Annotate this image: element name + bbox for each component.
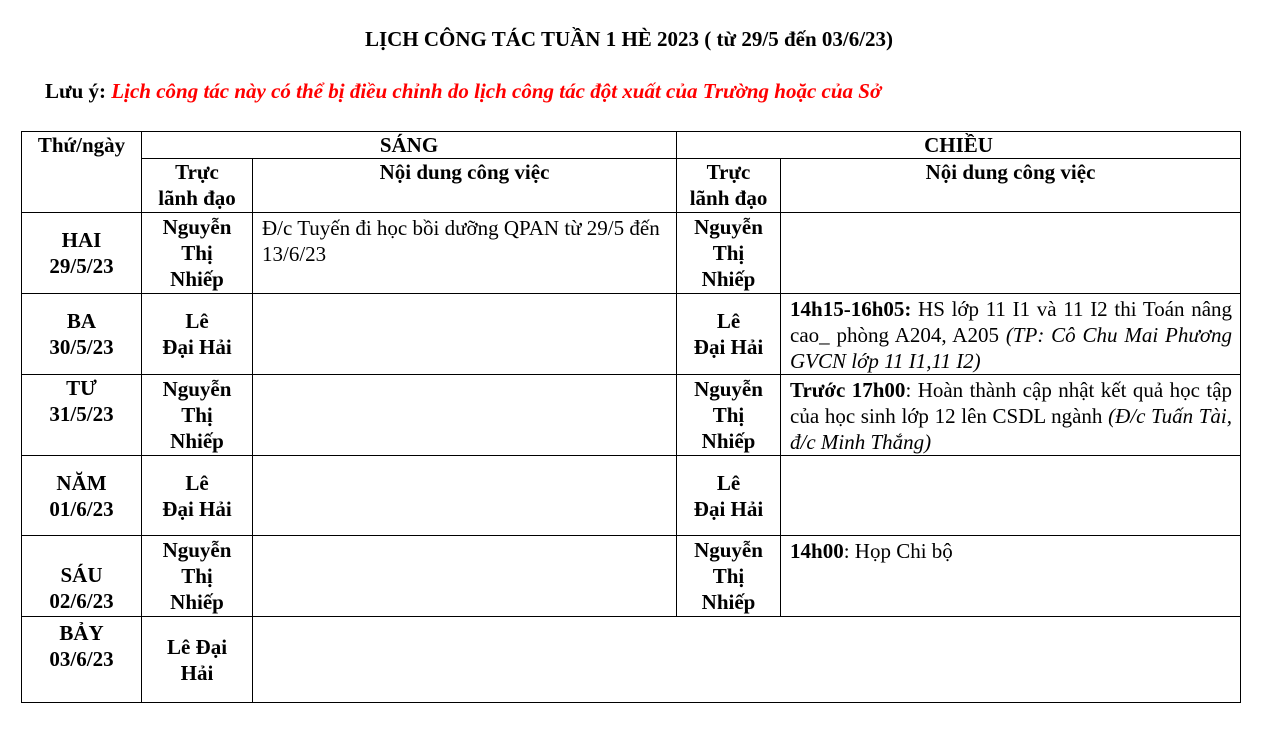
pm-leader-cell: Nguyễn Thị Nhiếp — [677, 536, 781, 617]
work-time-label: 14h15-16h05: — [790, 297, 912, 321]
header-row-columns — [22, 159, 1241, 213]
work-cell — [253, 617, 1241, 703]
page-title: LỊCH CÔNG TÁC TUẦN 1 HÈ 2023 ( từ 29/5 đến 03/6/23) — [364, 27, 894, 51]
work-time-label: Trước 17h00 — [790, 378, 906, 402]
day-cell: SÁU 02/6/23 — [22, 536, 142, 617]
pm-work-cell — [781, 536, 1241, 617]
header-afternoon: CHIỀU — [677, 132, 1241, 159]
pm-work-cell — [781, 294, 1241, 375]
am-leader-cell: Lê Đại Hải — [142, 456, 253, 536]
pm-leader-cell: Nguyễn Thị Nhiếp — [677, 375, 781, 456]
header-row-sessions — [22, 132, 1241, 159]
header-pm-content: Nội dung công việc — [781, 159, 1241, 213]
work-note: (TP: Cô Chu Mai Phương GVCN lớp 11 I1,11 I2) — [790, 323, 1233, 373]
am-work-cell — [253, 294, 677, 375]
table-row — [22, 213, 1241, 294]
work-text: : Hoàn thành cập nhật kết quả học tập của học sinh lớp 12 lên CSDL ngành — [790, 378, 1233, 428]
header-day: Thứ/ngày — [22, 132, 142, 213]
table-row — [22, 375, 1241, 456]
pm-leader-cell: Nguyễn Thị Nhiếp — [677, 213, 781, 294]
header-am-leader: Trực lãnh đạo — [142, 159, 253, 213]
day-cell: HAI 29/5/23 — [22, 213, 142, 294]
header-morning: SÁNG — [142, 132, 677, 159]
note-label: Lưu ý: — [45, 79, 107, 103]
table-row — [22, 617, 1241, 703]
day-cell: TƯ 31/5/23 — [22, 375, 142, 456]
pm-work-cell — [781, 456, 1241, 536]
am-work-cell — [253, 456, 677, 536]
day-cell: NĂM 01/6/23 — [22, 456, 142, 536]
am-leader-cell: Lê Đại Hải — [142, 294, 253, 375]
header-am-content: Nội dung công việc — [253, 159, 677, 213]
note-text: Lịch công tác này có thể bị điều chỉnh do lịch công tác đột xuất của Trường hoặc của Sở — [111, 79, 882, 103]
am-work-cell — [253, 375, 677, 456]
pm-work-cell — [781, 375, 1241, 456]
am-leader-cell: Nguyễn Thị Nhiếp — [142, 536, 253, 617]
table-row — [22, 294, 1241, 375]
table-row — [22, 456, 1241, 536]
table-row — [22, 536, 1241, 617]
am-leader-cell: Nguyễn Thị Nhiếp — [142, 213, 253, 294]
header-pm-leader: Trực lãnh đạo — [677, 159, 781, 213]
note — [45, 79, 881, 104]
pm-leader-cell: Lê Đại Hải — [677, 456, 781, 536]
work-text: : Họp Chi bộ — [843, 539, 953, 563]
day-cell: BẢY 03/6/23 — [22, 617, 142, 703]
work-text: HS lớp 11 I1 và 11 I2 thi Toán nâng cao_ phòng A204, A205 — [790, 297, 1233, 347]
am-leader-cell: Lê Đại Hải — [142, 617, 253, 703]
work-note: (Đ/c Tuấn Tài, đ/c Minh Thắng) — [790, 404, 1233, 454]
work-time-label: 14h00 — [790, 539, 844, 563]
am-work-cell — [253, 536, 677, 617]
schedule-table — [21, 131, 1241, 703]
pm-work-cell — [781, 213, 1241, 294]
am-work-cell: Đ/c Tuyến đi học bồi dưỡng QPAN từ 29/5 đến 13/6/23 — [253, 213, 677, 294]
day-cell: BA 30/5/23 — [22, 294, 142, 375]
pm-leader-cell: Lê Đại Hải — [677, 294, 781, 375]
am-leader-cell: Nguyễn Thị Nhiếp — [142, 375, 253, 456]
